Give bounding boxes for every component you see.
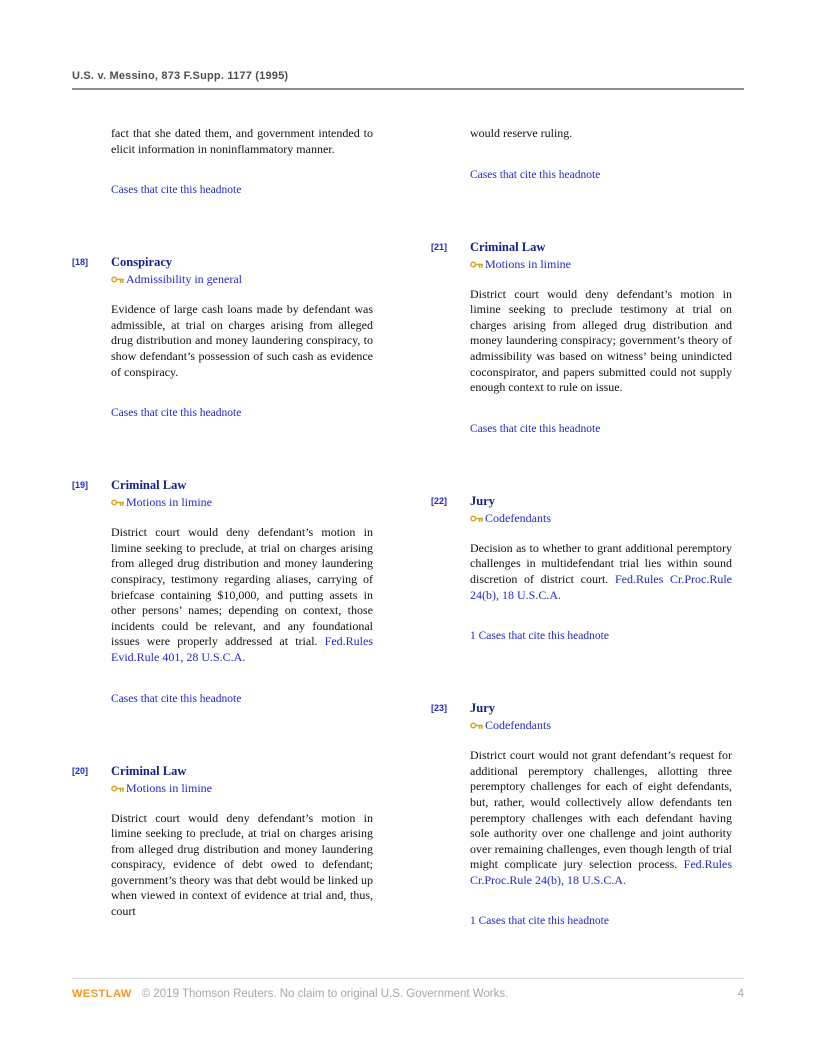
headnote-subtopic — [470, 257, 732, 272]
continuation-paragraph: would reserve ruling. — [470, 126, 573, 140]
headnote-number-link[interactable]: [21] — [431, 241, 448, 252]
headnote-topic-link[interactable]: Jury — [470, 701, 495, 716]
headnote-subtopic-link[interactable]: Motions in limine — [126, 780, 213, 795]
headnote-subtopic — [111, 781, 373, 796]
key-icon — [470, 721, 483, 730]
cases-cite-link[interactable]: Cases that cite this headnote — [470, 422, 601, 435]
headnote-subtopic-link[interactable]: Motions in limine — [126, 495, 213, 510]
headnote-text — [111, 302, 373, 380]
headnote-subtopic-link[interactable]: Admissibility in general — [126, 272, 242, 287]
key-icon — [111, 498, 124, 507]
headnote-content — [470, 240, 732, 437]
key-icon — [111, 784, 124, 793]
cases-cite-link[interactable]: Cases that cite this headnote — [470, 168, 601, 181]
statute-citation-link[interactable]: Fed.Rules Evid.Rule 401, 28 U.S.C.A. — [111, 634, 374, 664]
headnote-19 — [72, 478, 373, 706]
headnote-body-text: District court would deny defendant’s motion in limine seeking to preclude, at trial on charges arising from alleged drug distribution and money laundering conspiracy, testimony regarding aliases, carrying of briefcase containing $10,000, and putting assets in other persons’ names; depending on context, those incidents could be relevant, and any foundational issues were properly addressed at trial. — [111, 525, 373, 649]
key-icon — [111, 275, 124, 284]
headnote-number-link[interactable]: [23] — [431, 703, 448, 714]
headnote-subtopic-link[interactable]: Codefendants — [485, 510, 551, 525]
cases-cite-link[interactable]: Cases that cite this headnote — [111, 692, 242, 705]
cases-cite-link[interactable]: Cases that cite this headnote — [111, 184, 242, 197]
headnote-text — [111, 811, 373, 920]
headnote-18 — [72, 255, 373, 421]
document-header — [72, 70, 744, 90]
header-divider — [72, 88, 744, 90]
headnote-subtopic-link[interactable]: Motions in limine — [485, 256, 572, 271]
headnote-number-link[interactable]: [19] — [72, 480, 89, 491]
headnote-content — [111, 255, 373, 421]
cases-cite-link[interactable]: 1 Cases that cite this headnote — [470, 915, 609, 928]
headnote-body-text: District court would deny defendant’s motion in limine seeking to preclude testimony at trial on charges arising from alleged drug distribution and money laundering conspiracy; government’s theory of admissibility was based on witness’ being unindicted coconspirator, and papers submitted could not supply enough context to rule on issue. — [470, 286, 732, 395]
headnote-content — [111, 764, 373, 920]
document-title: U.S. v. Messino, 873 F.Supp. 1177 (1995) — [72, 70, 289, 82]
headnote-subtopic — [111, 272, 373, 287]
headnote-content — [111, 478, 373, 706]
headnote-text — [470, 287, 732, 396]
right-column — [431, 126, 732, 929]
page-footer — [72, 978, 744, 1000]
headnote-20 — [72, 764, 373, 920]
key-icon — [470, 260, 483, 269]
headnote-text — [470, 541, 732, 603]
left-column — [72, 126, 373, 929]
headnote-body-text: Decision as to whether to grant additional peremptory challenges in multidefendant trial lies within sound discretion of district court. — [470, 540, 732, 586]
headnote-text — [111, 525, 373, 665]
cases-cite-link[interactable]: Cases that cite this headnote — [111, 407, 242, 420]
key-icon — [470, 514, 483, 523]
headnote-number-link[interactable]: [18] — [72, 257, 89, 268]
headnote-number-link[interactable]: [20] — [72, 765, 89, 776]
headnote-subtopic — [111, 495, 373, 510]
headnote-text — [470, 748, 732, 888]
headnote-topic-link[interactable]: Jury — [470, 493, 495, 508]
copyright-text: © 2019 Thomson Reuters. No claim to original U.S. Government Works. — [141, 988, 509, 1000]
headnote-21 — [431, 240, 732, 437]
headnote-23 — [431, 701, 732, 929]
cases-cite-link[interactable]: 1 Cases that cite this headnote — [470, 630, 609, 643]
page-number: 4 — [737, 988, 744, 1000]
statute-citation-link[interactable]: Fed.Rules Cr.Proc.Rule 24(b), 18 U.S.C.A. — [470, 857, 732, 887]
headnote-topic-link[interactable]: Criminal Law — [111, 478, 187, 493]
headnote-subtopic — [470, 511, 732, 526]
continuation-paragraph: fact that she dated them, and government intended to elicit information in noninflammatory manner. — [111, 126, 373, 156]
headnote-22 — [431, 494, 732, 644]
headnote-subtopic — [470, 718, 732, 733]
headnote-subtopic-link[interactable]: Codefendants — [485, 718, 551, 733]
headnote-content — [470, 494, 732, 644]
headnote-body-text: District court would deny defendant’s motion in limine seeking to preclude, at trial on charges arising from alleged drug distribution and money laundering conspiracy, evidence of debt owed to defendant; government’s theory was that debt would be linked up when viewed in context of evidence at trial and, thus, court — [111, 810, 373, 919]
headnote-topic-link[interactable]: Conspiracy — [111, 255, 173, 270]
headnote-topic-link[interactable]: Criminal Law — [470, 239, 546, 254]
headnote-body-text: District court would not grant defendant’s request for additional peremptory challenges, allotting three peremptory challenges for each of eight defendants, but, rather, would collectively allow defendants ten peremptory challenges with each defendant having sole authority over one challenge and joint authority over remaining challenges, even though length of trial might complicate jury selection process. — [470, 748, 732, 872]
headnote-content — [470, 701, 732, 929]
headnote-body-text: Evidence of large cash loans made by defendant was admissible, at trial on charges arising from alleged drug distribution and money laundering conspiracy, to show defendant’s possession of such cash as evidence of conspiracy. — [111, 302, 373, 379]
statute-citation-link[interactable]: Fed.Rules Cr.Proc.Rule 24(b), 18 U.S.C.A. — [470, 571, 732, 602]
westlaw-logo: WESTLAW — [72, 988, 132, 1000]
headnote-topic-link[interactable]: Criminal Law — [111, 763, 187, 778]
headnote-number-link[interactable]: [22] — [431, 495, 448, 506]
two-column-body — [72, 126, 744, 929]
